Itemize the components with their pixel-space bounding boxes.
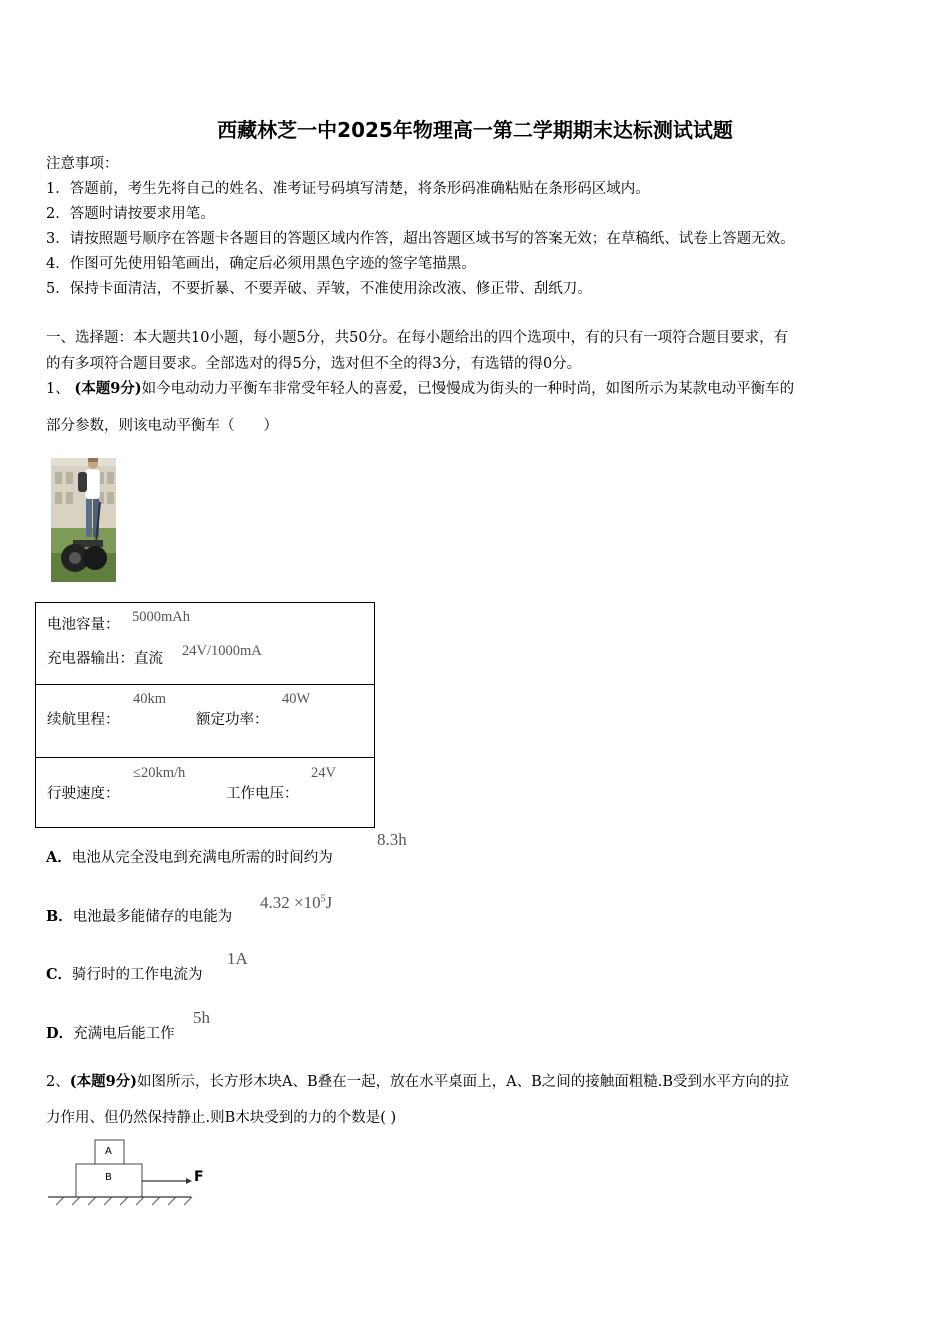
- q1-option-c-math: 1A: [227, 949, 248, 968]
- q1-option-a-math: 8.3h: [377, 830, 407, 849]
- notice-item-3: 3．请按照题号顺序在答题卡各题目的答题区域内作答，超出答题区域书写的答案无效；在草稿纸、试卷上答题无效。: [46, 231, 795, 247]
- q2-number: 2、: [46, 1074, 70, 1090]
- q1-option-d: [46, 1022, 175, 1043]
- block-a-label: A: [105, 1146, 112, 1157]
- voltage-label: 工作电压：: [226, 786, 299, 802]
- param-row-speed: [36, 758, 374, 828]
- scooter-parameter-table: [35, 602, 375, 828]
- balance-scooter-photo: [51, 458, 116, 582]
- q1-stem-line1: [46, 377, 794, 398]
- q1-number: 1、: [46, 381, 70, 397]
- option-letter: B．: [46, 908, 73, 925]
- q1-option-a: [46, 846, 333, 867]
- option-text: 电池最多能储存的电能为: [72, 909, 233, 925]
- param-row-battery: [36, 603, 374, 685]
- option-text: 电池从完全没电到充满电所需的时间约为: [71, 850, 333, 866]
- battery-label: 电池容量：: [47, 617, 120, 633]
- range-label: 续航里程：: [47, 712, 120, 728]
- ground-hatching: [56, 1197, 192, 1205]
- section1-intro-line1: 一、选择题：本大题共10小题，每小题5分，共50分。在每小题给出的四个选项中，有的只有一项符合题目要求，有: [46, 330, 789, 346]
- energy-unit: J: [325, 893, 333, 912]
- force-label: F: [194, 1169, 204, 1185]
- notice-item-4: 4．作图可先使用铅笔画出，确定后必须用黑色字迹的签字笔描黑。: [46, 256, 476, 272]
- notice-item-1: 1．答题前，考生先将自己的姓名、准考证号码填写清楚，将条形码准确粘贴在条形码区域内。: [46, 181, 650, 197]
- q2-tag: (本题9分): [69, 1073, 138, 1090]
- battery-value: 5000mAh: [132, 609, 190, 625]
- block-b-label: B: [105, 1172, 112, 1183]
- q2-stem-line1: [46, 1070, 789, 1091]
- speed-value: ≤20km/h: [133, 765, 186, 781]
- speed-label: 行驶速度：: [47, 786, 120, 802]
- q1-text1: 如今电动动力平衡车非常受年轻人的喜爱，已慢慢成为街头的一种时尚，如图所示为某款电动平衡车的: [141, 381, 795, 397]
- voltage-value: 24V: [311, 765, 336, 781]
- q1-stem-line2: 部分参数，则该电动平衡车（ ）: [46, 418, 278, 434]
- param-row-range: [36, 685, 374, 758]
- force-arrowhead: [186, 1178, 192, 1184]
- power-label: 额定功率：: [196, 712, 269, 728]
- notice-heading: 注意事项：: [46, 156, 119, 172]
- q1-tag: (本题9分): [74, 380, 142, 397]
- option-text: 充满电后能工作: [73, 1026, 175, 1042]
- charger-value: 24V/1000mA: [182, 643, 262, 659]
- notice-item-5: 5．保持卡面清洁，不要折暴、不要弄破、弄皱，不准使用涂改液、修正带、刮纸刀。: [46, 281, 592, 297]
- charger-label: 充电器输出：直流: [47, 651, 163, 667]
- section1-intro-line2: 的有多项符合题目要求。全部选对的得5分，选对但不全的得3分，有选错的得0分。: [46, 356, 582, 372]
- option-text: 骑行时的工作电流为: [72, 967, 203, 983]
- q1-option-b-math: [260, 893, 332, 913]
- notice-item-2: 2．答题时请按要求用笔。: [46, 206, 215, 222]
- option-letter: D．: [46, 1025, 74, 1042]
- power-value: 40W: [282, 691, 311, 707]
- q1-option-c: [46, 963, 203, 984]
- q2-stem-line2: 力作用、但仍然保持静止.则B木块受到的力的个数是( ): [46, 1110, 397, 1126]
- page-title: 西藏林芝一中2025年物理高一第二学期期末达标测试试题: [217, 118, 733, 142]
- q2-text1: 如图所示，长方形木块A、B叠在一起，放在水平桌面上，A、B之间的接触面粗糙.B受到水平方向的拉: [137, 1074, 790, 1090]
- option-letter: A．: [46, 849, 72, 866]
- energy-mantissa: 4.32 ×10: [260, 893, 321, 912]
- blocks-diagram: [46, 1138, 216, 1208]
- q1-option-d-math: 5h: [193, 1008, 210, 1027]
- energy-exponent: 5: [320, 893, 326, 905]
- range-value: 40km: [133, 691, 167, 707]
- option-letter: C．: [46, 966, 73, 983]
- q1-option-b: [46, 905, 232, 926]
